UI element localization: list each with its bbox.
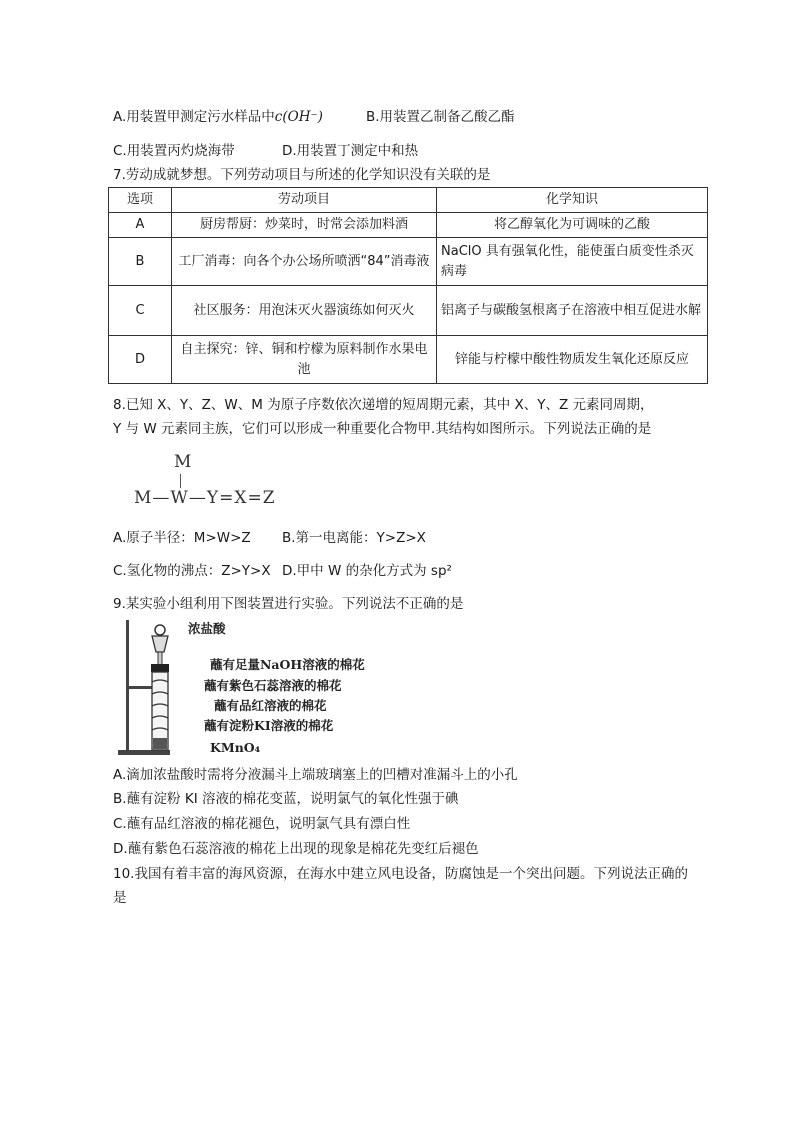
label-kmno4: KMnO₄ <box>210 740 261 755</box>
table-header-row <box>109 188 708 213</box>
label-concentrated-hcl: 浓盐酸 <box>188 621 226 636</box>
q7-stem: 7.劳动成就梦想。下列劳动项目与所述的化学知识没有关联的是 <box>113 167 491 183</box>
row-c-project: 社区服务：用泡沫灭火器演练如何灭火 <box>172 286 437 336</box>
row-b-project: 工厂消毒：向各个办公场所喷洒“84”消毒液 <box>172 238 437 286</box>
row-d-option: D <box>109 336 172 384</box>
row-d-knowledge: 锌能与柠檬中酸性物质发生氧化还原反应 <box>437 336 708 384</box>
label-starch-ki-cotton: 蘸有淀粉KI溶液的棉花 <box>204 718 334 733</box>
q8-option-c: C.氢化物的沸点：Z>Y>X <box>113 563 271 579</box>
q8-stem-line1: 8.已知 X、Y、Z、W、M 为原子序数依次递增的短周期元素，其中 X、Y、Z 元素同周期， <box>113 397 654 413</box>
structure-bond-vertical <box>180 474 181 488</box>
q8-option-a: A.原子半径：M>W>Z <box>113 530 251 546</box>
q9-option-b: B.蘸有淀粉 KI 溶液的棉花变蓝，说明氯气的氧化性强于碘 <box>113 791 459 807</box>
q8-option-b: B.第一电离能：Y>Z>X <box>282 530 426 546</box>
label-litmus-cotton: 蘸有紫色石蕊溶液的棉花 <box>204 678 342 693</box>
q6-option-c: C.用装置丙灼烧海带 <box>113 143 235 159</box>
q8-stem-line2: Y 与 W 元素同主族，它们可以形成一种重要化合物甲.其结构如图所示。下列说法正确的是 <box>113 421 652 437</box>
q10-stem-line1: 10.我国有着丰富的海风资源，在海水中建立风电设备，防腐蚀是一个突出问题。下列说法正确的 <box>113 866 688 882</box>
structure-top-atom: M <box>174 452 192 472</box>
table-row <box>109 286 708 336</box>
table-row <box>109 336 708 384</box>
table-row <box>109 238 708 286</box>
q9-apparatus-diagram <box>118 616 378 758</box>
q6-option-d: D.用装置丁测定中和热 <box>282 143 419 159</box>
header-knowledge: 化学知识 <box>437 188 708 213</box>
q9-option-a: A.滴加浓盐酸时需将分液漏斗上端玻璃塞上的凹槽对准漏斗上的小孔 <box>113 767 518 783</box>
row-b-option: B <box>109 238 172 286</box>
q6-option-a-formula: c(OH⁻) <box>274 109 323 125</box>
q6-option-b: B.用装置乙制备乙酸乙酯 <box>366 109 515 125</box>
row-a-option: A <box>109 213 172 238</box>
label-magenta-cotton: 蘸有品红溶液的棉花 <box>214 698 327 713</box>
q10-stem-line2: 是 <box>113 890 127 906</box>
row-b-knowledge: NaClO 具有强氧化性，能使蛋白质变性杀灭病毒 <box>437 238 708 286</box>
q9-option-d: D.蘸有紫色石蕊溶液的棉花上出现的现象是棉花先变红后褪色 <box>113 841 479 857</box>
row-c-knowledge: 铝离子与碳酸氢根离子在溶液中相互促进水解 <box>437 286 708 336</box>
row-c-option: C <box>109 286 172 336</box>
q7-table <box>108 187 708 384</box>
q8-option-d: D.甲中 W 的杂化方式为 sp² <box>282 563 452 579</box>
q9-option-c: C.蘸有品红溶液的棉花褪色，说明氯气具有漂白性 <box>113 816 411 832</box>
header-option: 选项 <box>109 188 172 213</box>
header-project: 劳动项目 <box>172 188 437 213</box>
table-row <box>109 213 708 238</box>
row-a-knowledge: 将乙醇氧化为可调味的乙酸 <box>437 213 708 238</box>
label-naoh-cotton: 蘸有足量NaOH溶液的棉花 <box>210 657 365 672</box>
q6-option-a-text: A.用装置甲测定污水样品中 <box>113 109 275 125</box>
q9-stem: 9.某实验小组利用下图装置进行实验。下列说法不正确的是 <box>113 596 464 612</box>
structure-main-chain: M—W—Y=X=Z <box>134 488 276 508</box>
row-d-project: 自主探究：锌、铜和柠檬为原料制作水果电池 <box>172 336 437 384</box>
row-a-project: 厨房帮厨：炒菜时，时常会添加料酒 <box>172 213 437 238</box>
apparatus-drawing <box>118 616 188 758</box>
q6-option-a <box>113 108 323 126</box>
